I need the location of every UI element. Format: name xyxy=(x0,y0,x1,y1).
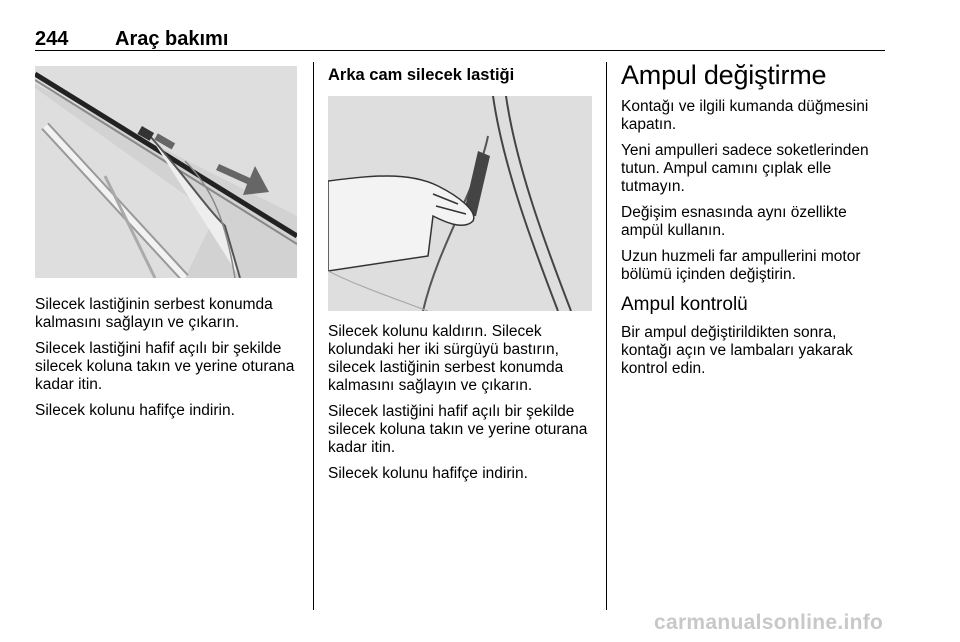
paragraph: Değişim esnasında aynı özellikte ampül kullanın. xyxy=(621,204,847,239)
paragraph: Kontağı ve ilgili kumanda düğmesini kapatın. xyxy=(621,98,869,133)
column-divider-1 xyxy=(313,62,314,610)
paragraph: Bir ampul değiştirildikten sonra, kontağı açın ve lambaları yakarak kontrol edin. xyxy=(621,324,853,377)
rear-wiper-drawing xyxy=(328,96,592,311)
page-header xyxy=(35,22,885,50)
section-heading: Ampul değiştirme xyxy=(621,60,827,90)
paragraph: Silecek kolunu kaldırın. Silecek kolundaki her iki sürgüyü bastırın, silecek lastiğinin serbest konumda kalmasını sağlayın ve çıkarın. xyxy=(328,323,564,394)
column-2-text xyxy=(328,323,600,491)
section-heading: Arka cam silecek lastiği xyxy=(328,66,515,84)
paragraph: Silecek lastiğinin serbest konumda kalmasını sağlayın ve çıkarın. xyxy=(35,296,273,331)
column-3-text xyxy=(621,60,886,386)
paragraph: Uzun huzmeli far ampullerini motor bölümü içinden değiştirin. xyxy=(621,248,861,283)
wiper-blade-drawing xyxy=(35,66,297,278)
header-divider xyxy=(35,50,885,51)
paragraph: Silecek kolunu hafifçe indirin. xyxy=(35,402,235,419)
wiper-blade-illustration xyxy=(35,66,297,278)
watermark: carmanualsonline.info xyxy=(654,611,884,634)
rear-wiper-illustration xyxy=(328,96,592,311)
column-1-text xyxy=(35,296,305,428)
page-number: 244 xyxy=(35,28,69,50)
paragraph: Silecek lastiğini hafif açılı bir şekilde silecek koluna takın ve yerine oturana kadar itin. xyxy=(35,340,295,393)
chapter-title: Araç bakımı xyxy=(115,28,229,50)
paragraph: Silecek lastiğini hafif açılı bir şekilde silecek koluna takın ve yerine oturana kadar itin. xyxy=(328,403,588,456)
paragraph: Yeni ampulleri sadece soketlerinden tutun. Ampul camını çıplak elle tutmayın. xyxy=(621,142,869,195)
subsection-heading: Ampul kontrolü xyxy=(621,294,748,315)
column-divider-2 xyxy=(606,62,607,610)
paragraph: Silecek kolunu hafifçe indirin. xyxy=(328,465,528,482)
column-2-heading-block xyxy=(328,66,598,84)
